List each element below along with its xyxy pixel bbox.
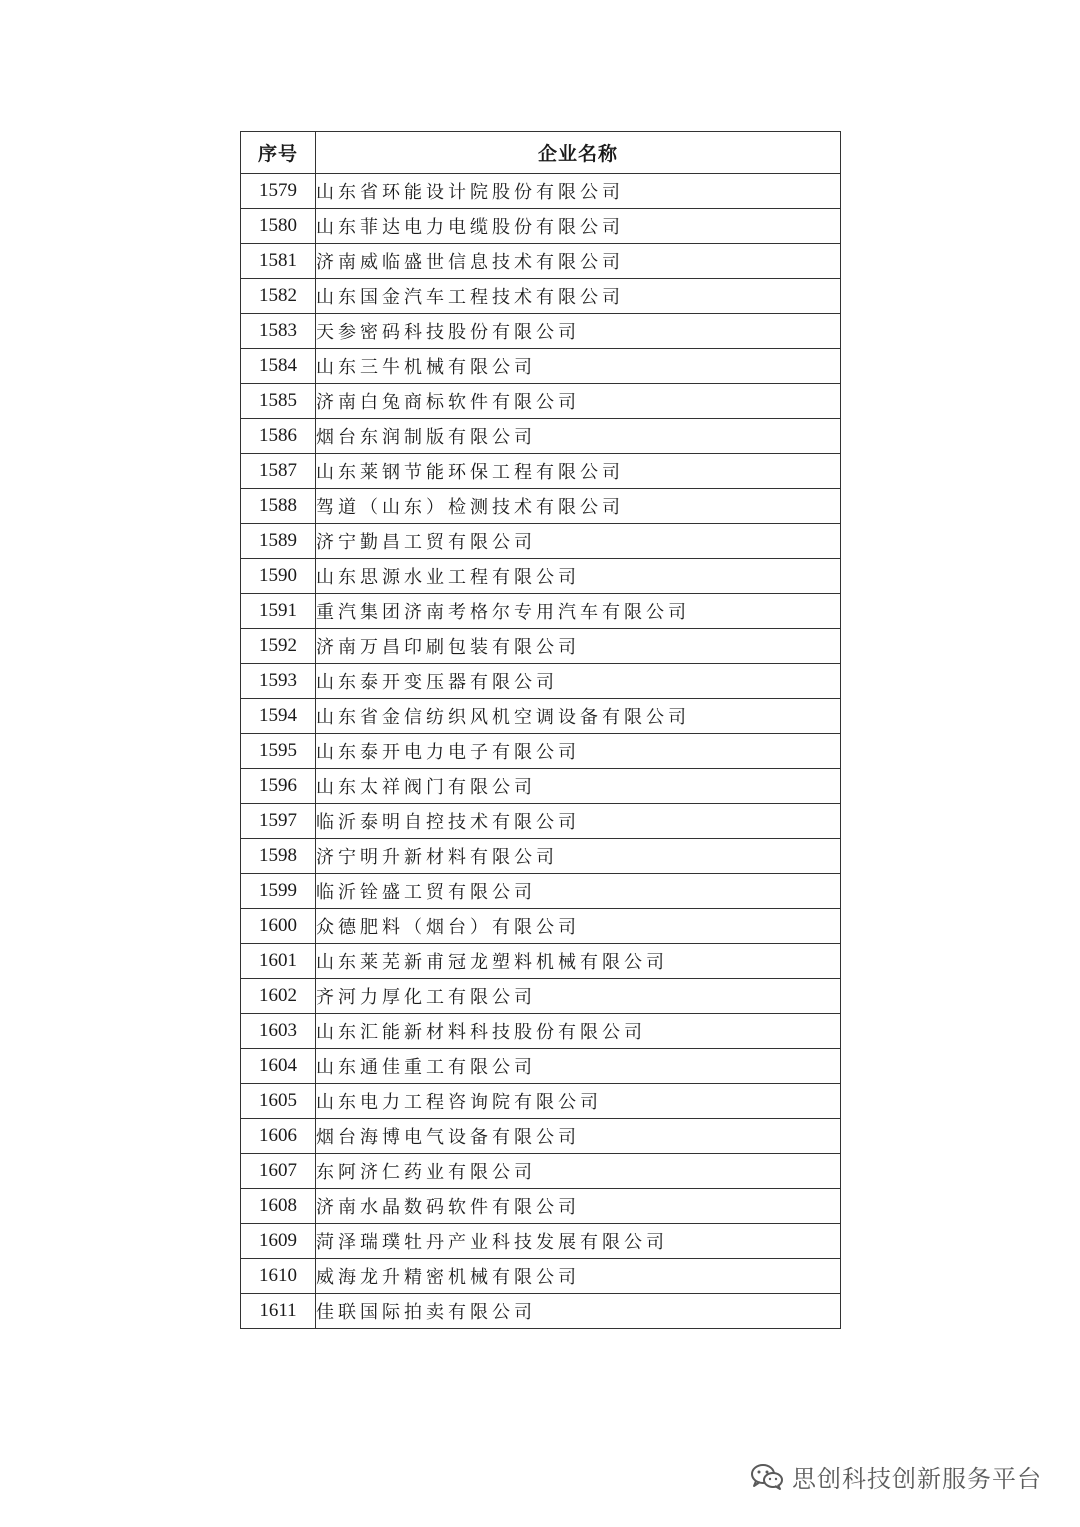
table-row [241, 349, 841, 384]
table-row [241, 1084, 841, 1119]
row-number: 1594 [241, 699, 316, 734]
company-name: 齐河力厚化工有限公司 [316, 979, 841, 1014]
row-number: 1591 [241, 594, 316, 629]
company-name: 山东思源水业工程有限公司 [316, 559, 841, 594]
table-row [241, 209, 841, 244]
watermark-text: 思创科技创新服务平台 [792, 1465, 1042, 1493]
row-number: 1602 [241, 979, 316, 1014]
table-row [241, 734, 841, 769]
table-row [241, 244, 841, 279]
row-number: 1583 [241, 314, 316, 349]
table-row [241, 384, 841, 419]
company-name: 济南万昌印刷包装有限公司 [316, 629, 841, 664]
table-row [241, 314, 841, 349]
company-name: 山东菲达电力电缆股份有限公司 [316, 209, 841, 244]
company-name: 重汽集团济南考格尔专用汽车有限公司 [316, 594, 841, 629]
table-row [241, 279, 841, 314]
company-name: 山东泰开电力电子有限公司 [316, 734, 841, 769]
row-number: 1599 [241, 874, 316, 909]
table-row [241, 944, 841, 979]
table-row [241, 594, 841, 629]
company-name: 山东太祥阀门有限公司 [316, 769, 841, 804]
company-name: 济南白兔商标软件有限公司 [316, 384, 841, 419]
company-name: 济宁勤昌工贸有限公司 [316, 524, 841, 559]
table-row [241, 1224, 841, 1259]
company-name: 威海龙升精密机械有限公司 [316, 1259, 841, 1294]
table-header-row [241, 132, 841, 174]
wechat-icon [750, 1463, 784, 1491]
company-name: 山东莱钢节能环保工程有限公司 [316, 454, 841, 489]
table-row [241, 874, 841, 909]
row-number: 1593 [241, 664, 316, 699]
table-row [241, 174, 841, 209]
company-name: 烟台东润制版有限公司 [316, 419, 841, 454]
row-number: 1588 [241, 489, 316, 524]
company-name: 临沂泰明自控技术有限公司 [316, 804, 841, 839]
company-name: 山东省金信纺织风机空调设备有限公司 [316, 699, 841, 734]
company-name: 天参密码科技股份有限公司 [316, 314, 841, 349]
row-number: 1597 [241, 804, 316, 839]
company-name: 山东省环能设计院股份有限公司 [316, 174, 841, 209]
company-name: 山东泰开变压器有限公司 [316, 664, 841, 699]
table-row [241, 664, 841, 699]
table-row [241, 909, 841, 944]
row-number: 1603 [241, 1014, 316, 1049]
row-number: 1609 [241, 1224, 316, 1259]
table-row [241, 454, 841, 489]
table-row [241, 1259, 841, 1294]
table-row [241, 489, 841, 524]
row-number: 1579 [241, 174, 316, 209]
company-name: 佳联国际拍卖有限公司 [316, 1294, 841, 1329]
company-name: 济南威临盛世信息技术有限公司 [316, 244, 841, 279]
table-row [241, 1294, 841, 1329]
company-name: 菏泽瑞璞牡丹产业科技发展有限公司 [316, 1224, 841, 1259]
row-number: 1605 [241, 1084, 316, 1119]
row-number: 1596 [241, 769, 316, 804]
column-header-number: 序号 [241, 132, 316, 174]
company-name: 山东三牛机械有限公司 [316, 349, 841, 384]
table-row [241, 1154, 841, 1189]
company-name: 山东莱芜新甫冠龙塑料机械有限公司 [316, 944, 841, 979]
row-number: 1590 [241, 559, 316, 594]
row-number: 1580 [241, 209, 316, 244]
column-header-company-name: 企业名称 [316, 132, 841, 174]
table-row [241, 629, 841, 664]
row-number: 1585 [241, 384, 316, 419]
company-name: 山东国金汽车工程技术有限公司 [316, 279, 841, 314]
table-row [241, 1119, 841, 1154]
company-name: 众德肥料（烟台）有限公司 [316, 909, 841, 944]
row-number: 1601 [241, 944, 316, 979]
company-name: 山东通佳重工有限公司 [316, 1049, 841, 1084]
row-number: 1586 [241, 419, 316, 454]
row-number: 1598 [241, 839, 316, 874]
row-number: 1595 [241, 734, 316, 769]
company-name: 临沂铨盛工贸有限公司 [316, 874, 841, 909]
row-number: 1604 [241, 1049, 316, 1084]
company-name: 山东电力工程咨询院有限公司 [316, 1084, 841, 1119]
table-row [241, 979, 841, 1014]
row-number: 1610 [241, 1259, 316, 1294]
table-row [241, 524, 841, 559]
company-name: 驾道（山东）检测技术有限公司 [316, 489, 841, 524]
company-name: 烟台海博电气设备有限公司 [316, 1119, 841, 1154]
table-row [241, 769, 841, 804]
company-name: 济宁明升新材料有限公司 [316, 839, 841, 874]
row-number: 1611 [241, 1294, 316, 1329]
row-number: 1592 [241, 629, 316, 664]
row-number: 1606 [241, 1119, 316, 1154]
table-row [241, 559, 841, 594]
company-name: 东阿济仁药业有限公司 [316, 1154, 841, 1189]
row-number: 1608 [241, 1189, 316, 1224]
table-row [241, 699, 841, 734]
row-number: 1587 [241, 454, 316, 489]
row-number: 1589 [241, 524, 316, 559]
row-number: 1600 [241, 909, 316, 944]
company-name: 济南水晶数码软件有限公司 [316, 1189, 841, 1224]
table-body [241, 174, 841, 1329]
table-row [241, 419, 841, 454]
table-row [241, 839, 841, 874]
table-row [241, 1049, 841, 1084]
row-number: 1582 [241, 279, 316, 314]
table-row [241, 1189, 841, 1224]
company-name: 山东汇能新材料科技股份有限公司 [316, 1014, 841, 1049]
row-number: 1581 [241, 244, 316, 279]
table-row [241, 1014, 841, 1049]
company-list-table [240, 131, 841, 1329]
table-row [241, 804, 841, 839]
watermark [750, 1459, 1042, 1494]
row-number: 1607 [241, 1154, 316, 1189]
row-number: 1584 [241, 349, 316, 384]
